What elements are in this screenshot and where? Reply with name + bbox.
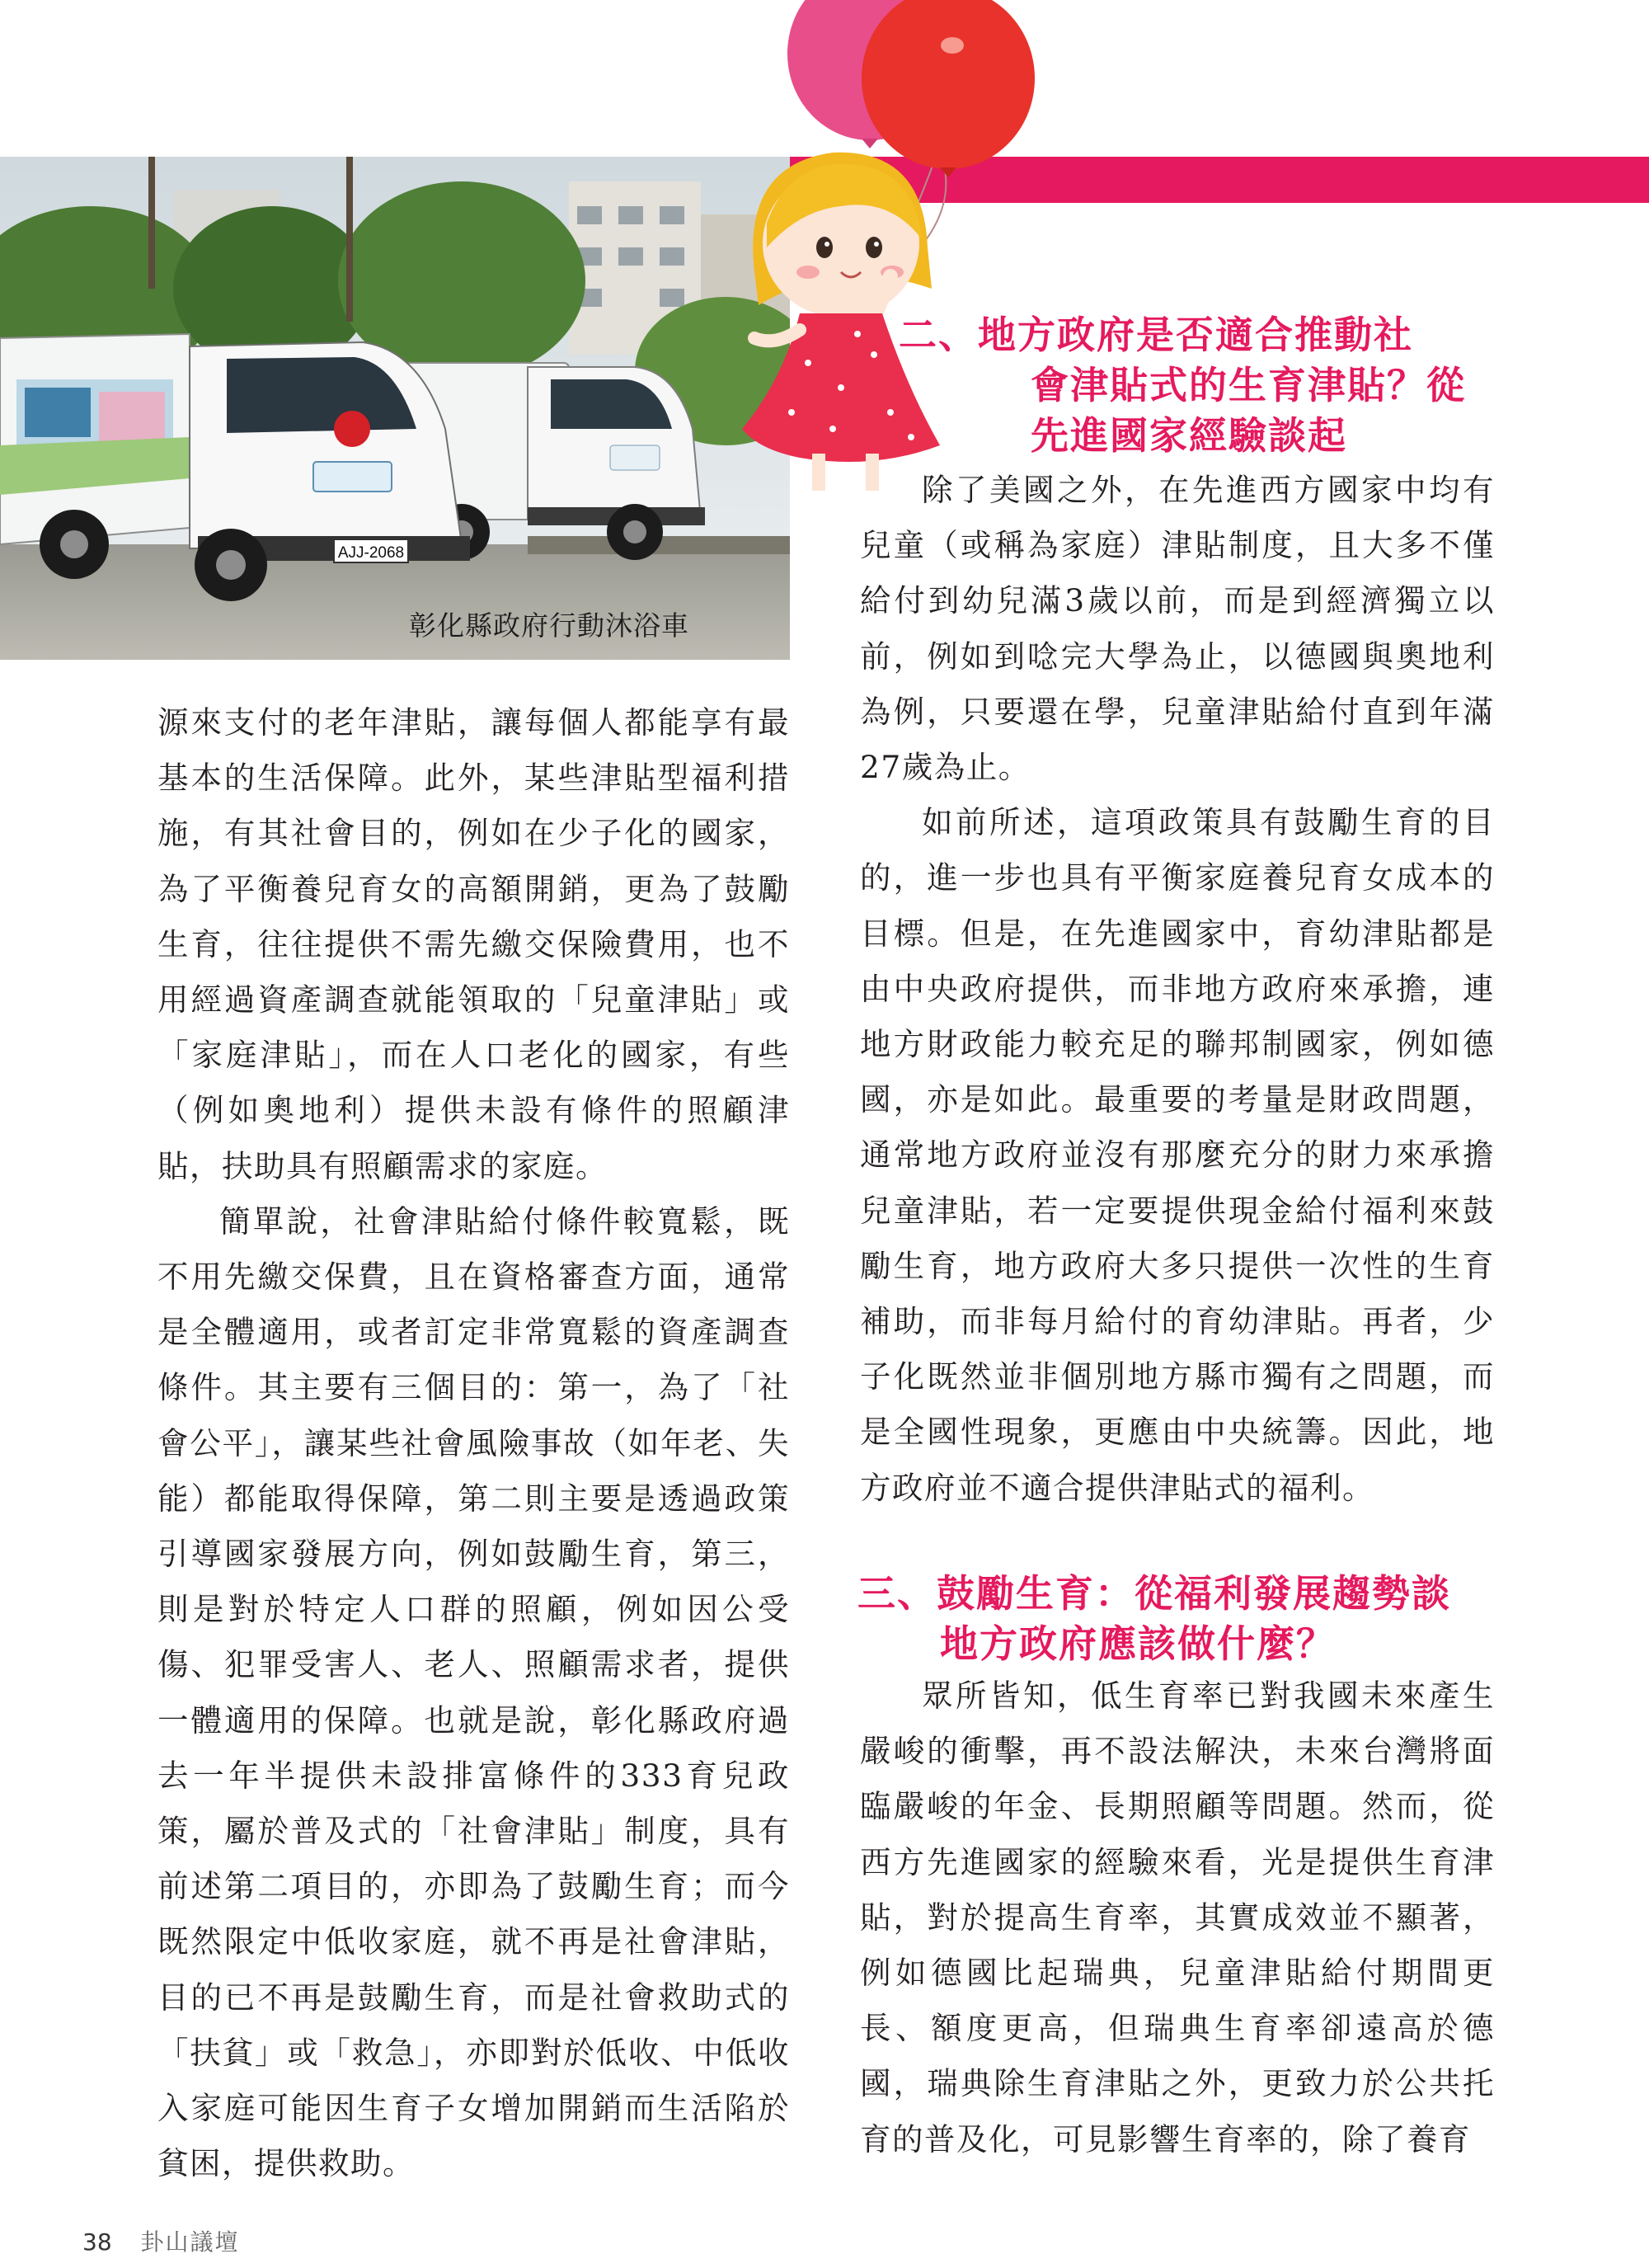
section-3-body: [860, 1668, 1495, 2167]
paragraph: 如前所述，這項政策具有鼓勵生育的目的，進一步也具有平衡家庭養兒育女成本的目標。但是，在先進國家中，育幼津貼都是由中央政府提供，而非地方政府來承擔，連地方財政能力較充足的聯邦制國家，例如德國，亦是如此。最重要的考量是財政問題，通常地方政府並沒有那麼充分的財力來承擔兒童津貼，若一定要提供現金給付福利來鼓勵生育，地方政府大多只提供一次性的生育補助，而非每月給付的育幼津貼。再者，少子化既然並非個別地方縣市獨有之問題，而是全國性現象，更應由中央統籌。因此，地方政府並不適合提供津貼式的福利。: [860, 804, 1495, 1506]
section-3-heading-line: 三、鼓勵生育：從福利發展趨勢談: [857, 1571, 1451, 1616]
section-2-heading-line: 先進國家經驗談起: [1031, 413, 1347, 458]
section-2-body: [860, 463, 1495, 1516]
magazine-name: 卦山議壇: [140, 2228, 240, 2256]
paragraph: 除了美國之外，在先進西方國家中均有兒童（或稱為家庭）津貼制度，且大多不僅給付到幼兒滿3歲以前，而是到經濟獨立以前，例如到唸完大學為止，以德國與奧地利為例，只要還在學，兒童津貼給付直到年滿27歲為止。: [860, 472, 1495, 786]
paragraph: 簡單說，社會津貼給付條件較寬鬆，既不用先繳交保費，且在資格審查方面，通常是全體適用，或者訂定非常寬鬆的資產調查條件。其主要有三個目的：第一，為了「社會公平」，讓某些社會風險事故（如年老、失能）都能取得保障，第二則主要是透過政策引導國家發展方向，例如鼓勵生育，第三，則是對於特定人口群的照顧，例如因公受傷、犯罪受害人、老人、照顧需求者，提供一體適用的保障。也就是說，彰化縣政府過去一年半提供未設排富條件的333育兒政策，屬於普及式的「社會津貼」制度，具有前述第二項目的，亦即為了鼓勵生育；而今既然限定中低收家庭，就不再是社會津貼，目的已不再是鼓勵生育，而是社會救助式的「扶貧」或「救急」，亦即對於低收、中低收入家庭可能因生育子女增加開銷而生活陷於貧困，提供救助。: [157, 1202, 790, 2182]
truck-license-plate: AJJ-2068: [337, 544, 405, 562]
paragraph: 源來支付的老年津貼，讓每個人都能享有最基本的生活保障。此外，某些津貼型福利措施，有其社會目的，例如在少子化的國家，為了平衡養兒育女的高額開銷，更為了鼓勵生育，往往提供不需先繳交保險費用，也不用經過資產調查就能領取的「兒童津貼」或「家庭津貼」，而在人口老化的國家，有些（例如奧地利）提供未設有條件的照顧津貼，扶助具有照顧需求的家庭。: [157, 704, 790, 1184]
photo-caption: 彰化縣政府行動沐浴車: [409, 609, 689, 642]
section-2-heading-line: 二、地方政府是否適合推動社: [899, 313, 1413, 357]
page-number: 38: [82, 2228, 112, 2256]
section-3-heading: [857, 1569, 1517, 1669]
page-footer: [82, 2224, 240, 2257]
article-photo: [0, 157, 790, 660]
section-3-heading-line: 地方政府應該做什麼？: [940, 1621, 1336, 1666]
section-2-heading-line: 會津貼式的生育津貼？從: [1031, 363, 1466, 407]
left-column: [157, 695, 790, 2191]
paragraph: 眾所皆知，低生育率已對我國未來產生嚴峻的衝擊，再不設法解決，未來台灣將面臨嚴峻的年金、長期照顧等問題。然而，從西方先進國家的經驗來看，光是提供生育津貼，對於提高生育率，其實成效並不顯著，例如德國比起瑞典，兒童津貼給付期間更長、額度更高，但瑞典生育率卻遠高於德國，瑞典除生育津貼之外，更致力於公共托育的普及化，可見影響生育率的，除了養育: [860, 1677, 1495, 2157]
section-2-heading: [899, 310, 1509, 461]
